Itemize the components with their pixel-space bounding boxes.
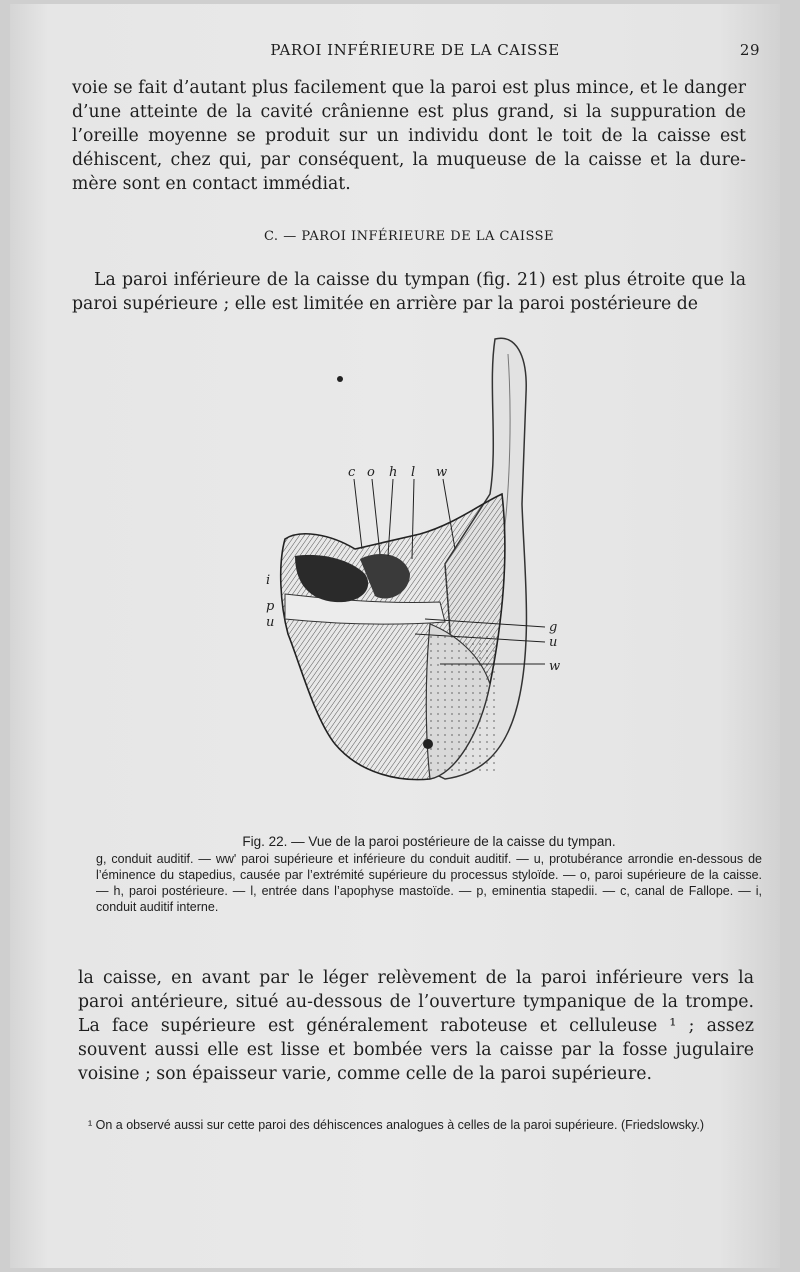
fig-label-g: g [549, 620, 558, 635]
figure-caption-body: g, conduit auditif. — ww' paroi supérieure et inférieure du conduit auditif. — u, protubérance arrondie en-dessous de l’éminence du stapedius, causée par l’extrémité supérieure du processus styloïde. — o, paroi supérieure de la caisse. — h, paroi postérieure. — l, entrée dans l’apophyse mastoïde. — p, eminentia stapedii. — c, canal de Fallope. — i, conduit auditif interne. [96, 852, 762, 914]
fig-label-u-left: u [266, 615, 275, 630]
book-page [10, 4, 780, 1268]
section-heading: C. — PAROI INFÉRIEURE DE LA CAISSE [263, 229, 555, 244]
fig-label-h: h [389, 465, 398, 480]
temporal-bone-illustration [240, 334, 600, 804]
footnote: ¹ On a observé aussi sur cette paroi des déhiscences analogues à celles de la paroi supérieure. (Friedslowsky.) [88, 1118, 705, 1132]
paragraph-3: la caisse, en avant par le léger relèvement de la paroi inférieure vers la paroi antérieure, situé au-dessous de l’ouverture tympanique de la trompe. La face supérieure est généralement raboteuse et celluleuse ¹ ; assez souvent aussi elle est lisse et bombée vers la caisse par la fosse jugulaire voisine ; son épaisseur varie, comme celle de la paroi supérieure. [78, 968, 754, 1084]
fig-label-w-right: w [549, 659, 561, 674]
figure-caption-title: Fig. 22. — Vue de la paroi postérieure de la caisse du tympan. [242, 834, 616, 849]
fig-label-o: o [367, 465, 375, 480]
running-head-title: PAROI INFÉRIEURE DE LA CAISSE [270, 41, 560, 59]
fig-label-p: p [266, 599, 275, 614]
running-head [70, 41, 760, 63]
fig-label-l: l [411, 465, 416, 480]
fig-label-w: w [436, 465, 448, 480]
anatomical-figure [240, 334, 600, 804]
paragraph-2: La paroi inférieure de la caisse du tympan (fig. 21) est plus étroite que la paroi supérieure ; elle est limitée en arrière par la paroi postérieure de [72, 270, 746, 314]
paragraph-1: voie se fait d’autant plus facilement que la paroi est plus mince, et le danger d’une atteinte de la cavité crânienne est plus grand, si la suppuration de l’oreille moyenne se produit sur un individu dont le toit de la caisse est déhiscent, chez qui, par conséquent, la muqueuse de la caisse et la dure-mère sont en contact immédiat. [72, 78, 746, 194]
figure-caption [96, 834, 762, 915]
fig-label-u-right: u [549, 635, 558, 650]
fig-label-c: c [348, 465, 356, 480]
fig-label-i: i [266, 573, 271, 588]
page-number: 29 [739, 41, 760, 59]
